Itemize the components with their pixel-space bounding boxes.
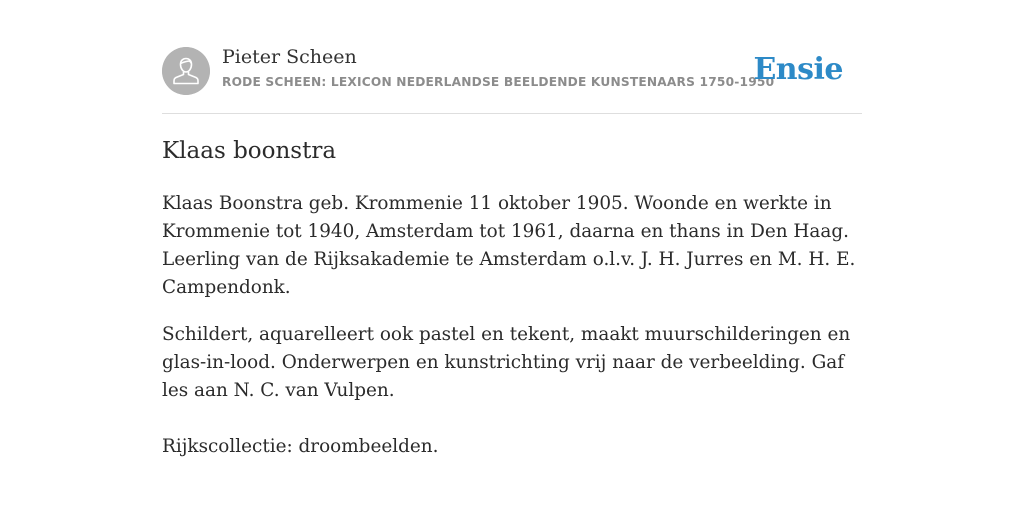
paragraph-biography: Klaas Boonstra geb. Krommenie 11 oktober 1905. Woonde en werkte in Krommenie tot 1940, Amsterdam tot 1961, daarna en thans in Den Haag. Leerling van de Rijksakademie te Amsterdam o.l.v. J. H. Jurres en M. H. E. Campendonk. bbox=[162, 193, 856, 298]
article-title: Klaas boonstra bbox=[162, 138, 337, 164]
user-icon bbox=[162, 47, 210, 95]
source-label[interactable]: RODE SCHEEN: LEXICON NEDERLANDSE BEELDENDE KUNSTENAARS 1750-1950 bbox=[222, 75, 775, 89]
paragraph-work: Schildert, aquarelleert ook pastel en tekent, maakt muurschilderingen en glas-in-lood. Onderwerpen en kunstrichting vrij naar de verbeelding. Gaf les aan N. C. van Vulpen. bbox=[162, 324, 851, 401]
author-name[interactable]: Pieter Scheen bbox=[222, 46, 357, 68]
article-body bbox=[162, 190, 862, 461]
author-avatar[interactable] bbox=[162, 47, 210, 95]
ensie-logo[interactable]: Ensie bbox=[753, 52, 843, 87]
paragraph-collection: Rijkscollectie: droombeelden. bbox=[162, 436, 439, 457]
article-card bbox=[162, 0, 862, 512]
article-header bbox=[162, 47, 862, 114]
